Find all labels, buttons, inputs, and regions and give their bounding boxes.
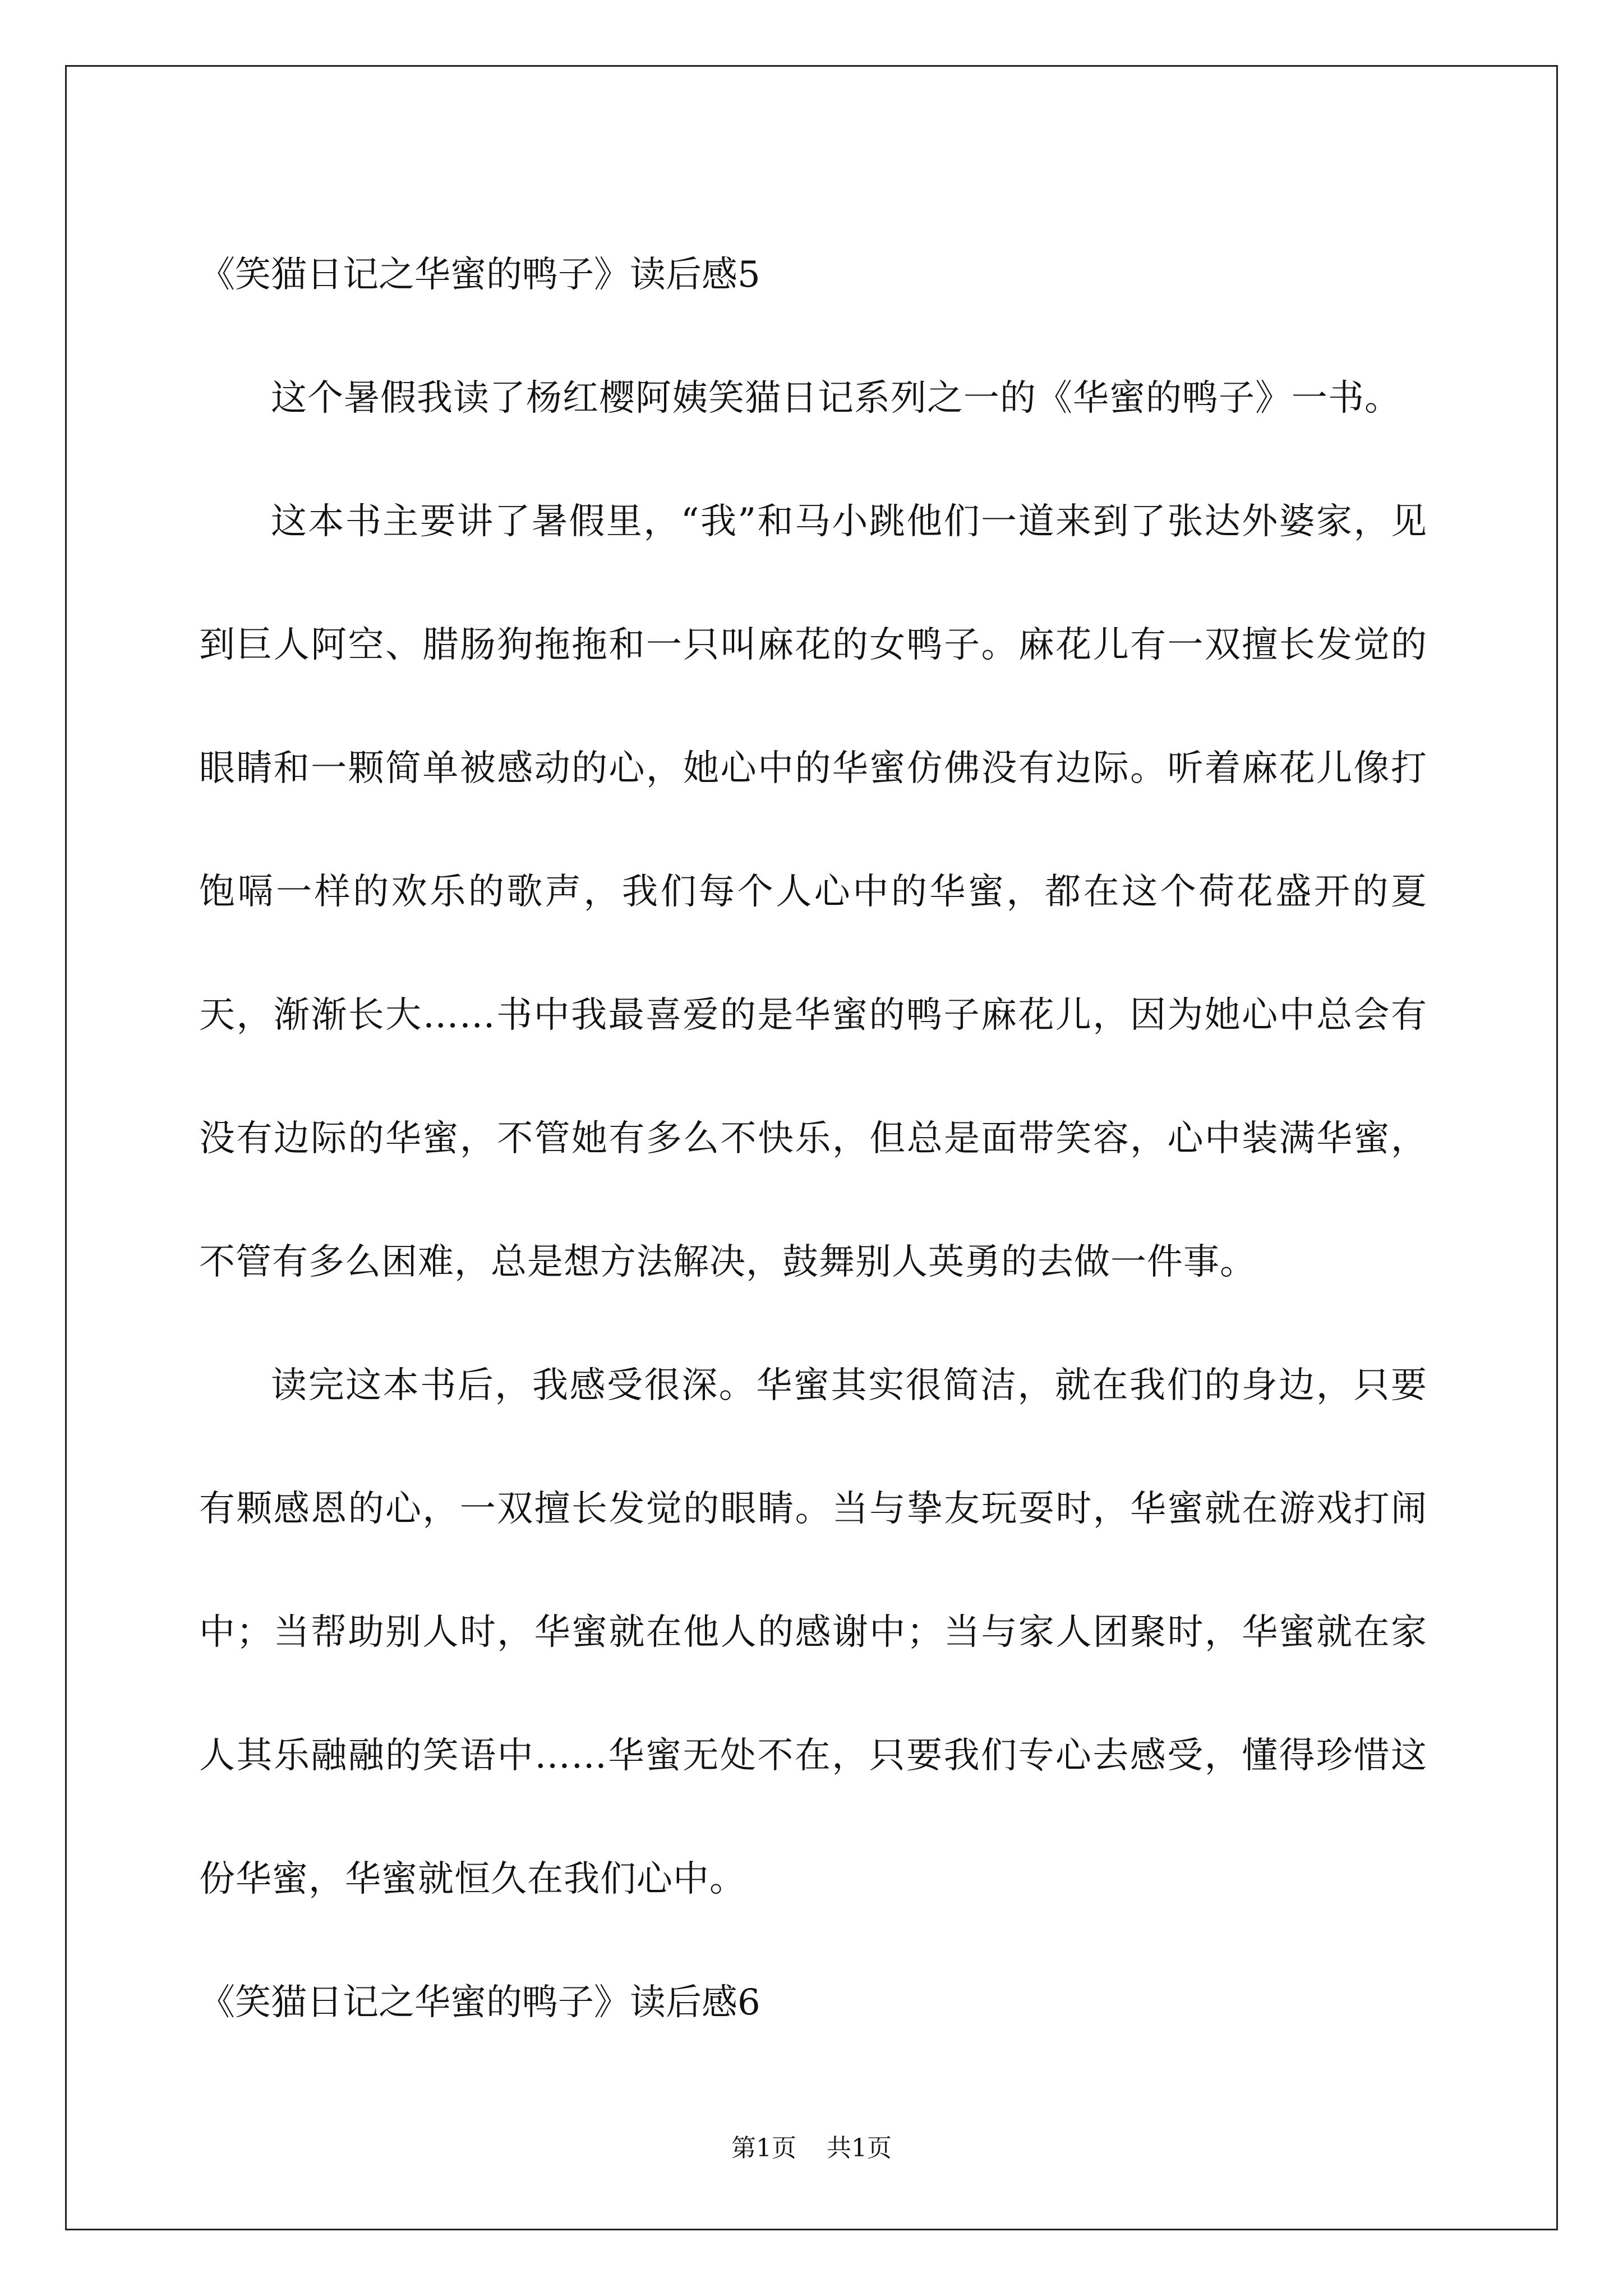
page-total: 共1页: [827, 2134, 892, 2162]
paragraph: 读完这本书后，我感受很深。华蜜其实很简洁，就在我们的身边，只要有颗感恩的心，一双擅长发觉的眼睛。当与挚友玩耍时，华蜜就在游戏打闹中；当帮助别人时，华蜜就在他人的感谢中；当与家人团聚时，华蜜就在家人其乐融融的笑语中……华蜜无处不在，只要我们专心去感受，懂得珍惜这份华蜜，华蜜就恒久在我们心中。: [199, 1365, 1427, 1900]
paragraph: 这本书主要讲了暑假里，“我”和马小跳他们一道来到了张达外婆家，见到巨人阿空、腊肠狗拖拖和一只叫麻花的女鸭子。麻花儿有一双擅长发觉的眼睛和一颗简单被感动的心，她心中的华蜜仿佛没有边际。听着麻花儿像打饱嗝一样的欢乐的歌声，我们每个人心中的华蜜，都在这个荷花盛开的夏天，渐渐长大……书中我最喜爱的是华蜜的鸭子麻花儿，因为她心中总会有没有边际的华蜜，不管她有多么不快乐，但总是面带笑容，心中装满华蜜，不管有多么困难，总是想方法解决，鼓舞别人英勇的去做一件事。: [199, 501, 1427, 1283]
document-body: [199, 213, 1427, 2064]
page-number: 第1页: [731, 2134, 796, 2162]
paragraph: 这个暑假我读了杨红樱阿姨笑猫日记系列之一的《华蜜的鸭子》一书。: [271, 378, 1401, 419]
section-title: 《笑猫日记之华蜜的鸭子》读后感5: [199, 254, 760, 296]
page-footer: [0, 2132, 1623, 2165]
section-title: 《笑猫日记之华蜜的鸭子》读后感6: [199, 1982, 760, 2023]
